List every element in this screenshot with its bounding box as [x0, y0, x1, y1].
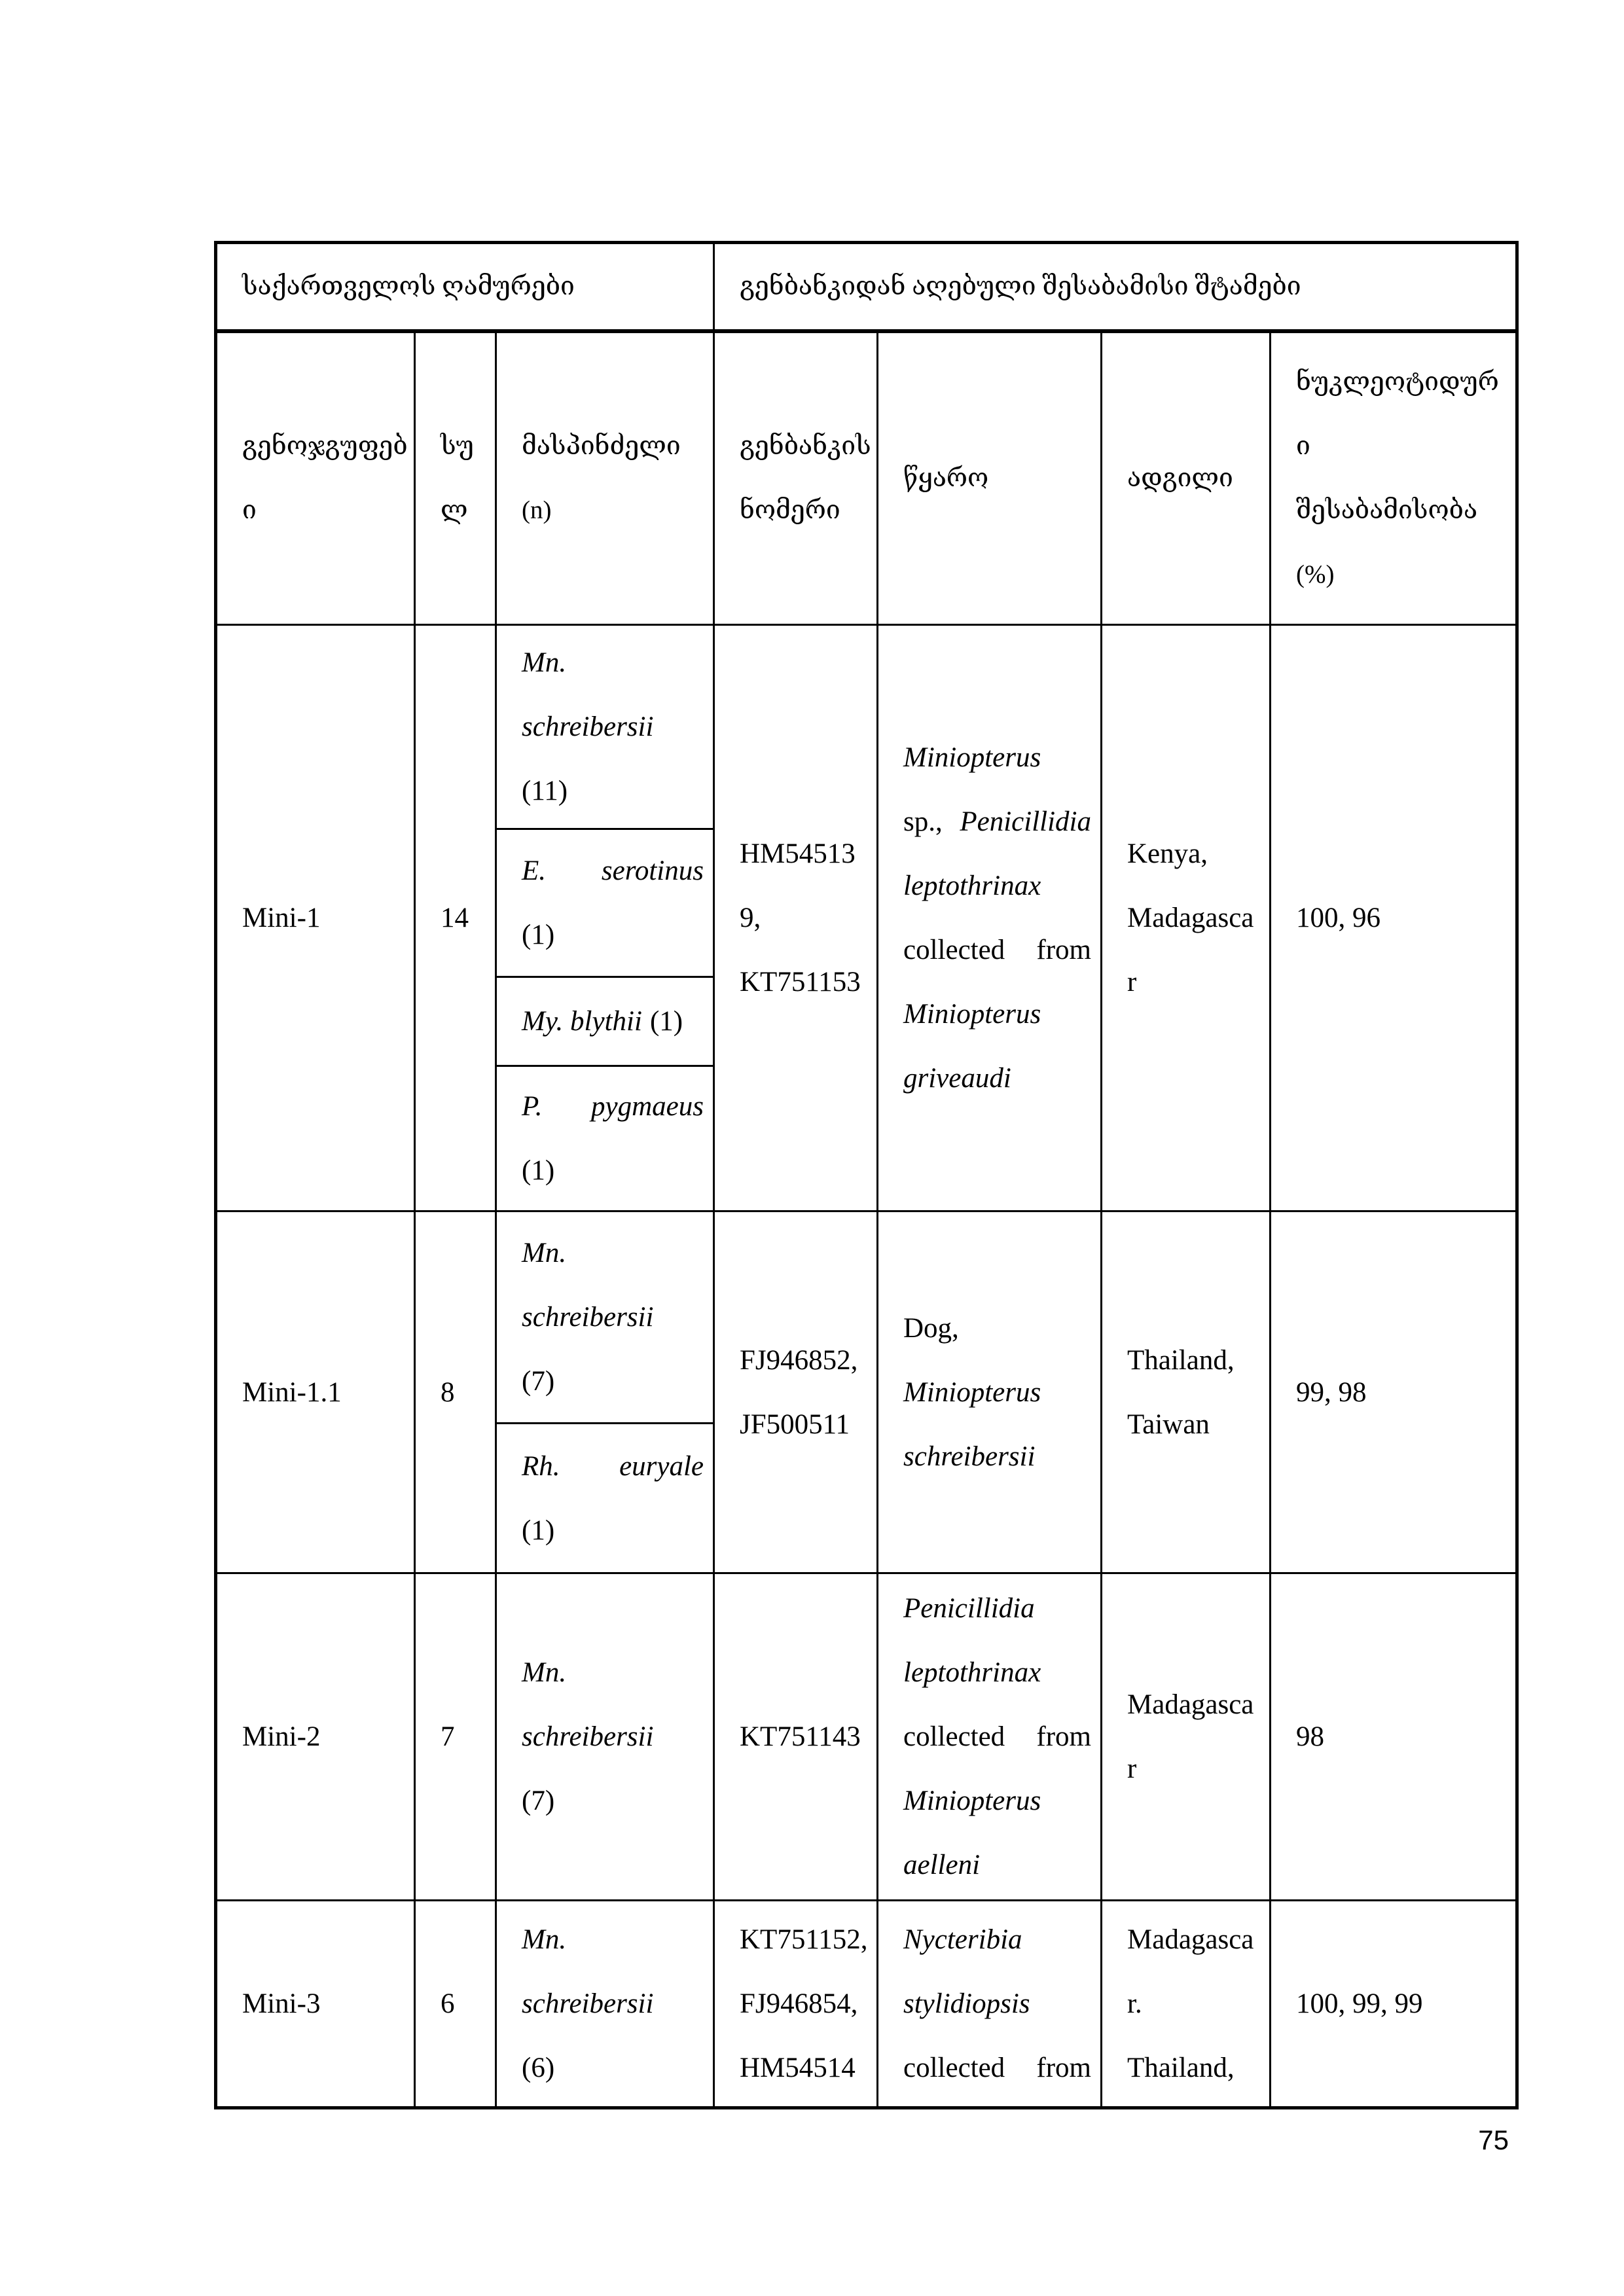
text-line — [1127, 2036, 1260, 2100]
text-line — [441, 1972, 486, 2036]
text-run: Penicillidia — [903, 1593, 1035, 1624]
text-line — [740, 255, 1506, 319]
text-run: Thailand, — [1127, 2053, 1235, 2083]
text-run: schreibersii — [903, 1441, 1036, 1472]
text-run: from — [1036, 1721, 1091, 1752]
text-line — [1127, 1908, 1260, 1972]
text-run: HM54513 — [740, 838, 856, 869]
text-line — [441, 1705, 486, 1769]
host-subcell — [497, 1212, 713, 1424]
header-cell-genbank-strains — [714, 243, 1517, 331]
genogroup-cell — [216, 1211, 415, 1573]
text-run: schreibersii — [522, 1721, 654, 1752]
host-subcell-list — [497, 1574, 713, 1899]
text-line — [242, 1972, 405, 2036]
genbank-cell — [714, 1573, 878, 1901]
text-run: გენბანკის — [740, 432, 871, 461]
text-run: (7) — [522, 1366, 555, 1397]
text-line — [1127, 822, 1260, 886]
table-row — [216, 1211, 1517, 1573]
text-line — [903, 726, 1091, 790]
text-run: KT751152, — [740, 1924, 868, 1955]
text-run: Thailand, — [1127, 1344, 1235, 1376]
text-line — [740, 2036, 867, 2100]
text-line — [740, 414, 871, 478]
text-line — [242, 886, 405, 950]
text-run: Mini-3 — [242, 1988, 321, 2019]
text-run: (n) — [522, 496, 552, 525]
text-line — [903, 918, 1091, 982]
text-line — [1296, 478, 1506, 543]
text-run: aelleni — [903, 1850, 981, 1880]
text-line — [903, 1577, 1091, 1641]
text-run: ლ — [441, 496, 468, 525]
text-run: schreibersii — [522, 1988, 654, 2019]
header-row-secondary — [216, 331, 1517, 625]
text-run: KT751153 — [740, 967, 861, 997]
text-run: Dog, — [903, 1312, 959, 1344]
genogroup-comparison-table — [214, 241, 1519, 2109]
header-cell-source — [878, 331, 1102, 625]
host-cell — [496, 1901, 714, 2108]
text-line — [441, 414, 486, 478]
text-line — [740, 1392, 867, 1456]
text-run: Nycteribia — [903, 1924, 1022, 1955]
host-subcell — [497, 1424, 713, 1572]
text-run: (%) — [1296, 560, 1335, 589]
text-line — [522, 694, 704, 759]
text-run: 98 — [1296, 1721, 1324, 1752]
text-line — [903, 1833, 1091, 1897]
text-run: ნომერი — [740, 496, 840, 525]
host-cell — [496, 1573, 714, 1901]
text-line — [441, 1360, 486, 1424]
text-line — [903, 854, 1091, 918]
text-run: Miniopterus — [903, 742, 1041, 773]
text-line — [903, 1641, 1091, 1705]
text-line — [903, 1972, 1091, 2036]
host-subcell-list — [497, 1212, 713, 1572]
text-line — [1127, 446, 1260, 511]
text-run: E. — [522, 855, 547, 886]
total-cell — [415, 1211, 496, 1573]
text-line — [903, 1908, 1091, 1972]
text-line — [740, 1705, 867, 1769]
text-line — [740, 822, 867, 886]
text-line — [522, 1641, 704, 1705]
text-line — [903, 1296, 1091, 1360]
text-run: collected — [903, 1721, 1005, 1752]
host-subcell-list — [497, 1901, 713, 2106]
location-cell — [1102, 625, 1271, 1211]
text-line — [1296, 1972, 1506, 2036]
text-run: (1) — [522, 1515, 555, 1546]
text-run: P. — [522, 1091, 543, 1122]
header-cell-genogroups — [216, 331, 415, 625]
text-line — [740, 1972, 867, 2036]
text-line — [1127, 1328, 1260, 1392]
text-run: 100, 99, 99 — [1296, 1988, 1423, 2019]
text-run: Penicillidia — [960, 806, 1091, 837]
genogroup-cell — [216, 1901, 415, 2108]
text-line — [522, 1139, 704, 1203]
text-run: r. — [1127, 1988, 1142, 2019]
location-cell — [1102, 1901, 1271, 2108]
text-line — [1127, 1737, 1260, 1801]
host-subcell-list — [497, 626, 713, 1210]
text-run: გენბანკიდან აღებული შესაბამისი შტამები — [740, 272, 1301, 301]
text-line — [242, 1360, 405, 1424]
text-run: Mn. — [522, 1657, 567, 1688]
text-line — [740, 1908, 867, 1972]
text-run: r — [1127, 967, 1137, 997]
text-run: ნუკლეოტიდურ — [1296, 368, 1499, 397]
identity-cell — [1271, 625, 1517, 1211]
text-run: My. blythii — [522, 1005, 642, 1037]
text-run: Rh. — [522, 1450, 560, 1482]
identity-cell — [1271, 1573, 1517, 1901]
text-line — [1127, 1673, 1260, 1737]
genbank-cell — [714, 1901, 878, 2108]
text-line — [242, 414, 408, 478]
text-run: Mini-1 — [242, 903, 321, 933]
text-run: 14 — [441, 903, 469, 933]
total-cell — [415, 625, 496, 1211]
text-line — [903, 790, 1091, 854]
text-line — [903, 1769, 1091, 1833]
text-line — [522, 630, 704, 694]
text-run: leptothrinax — [903, 1657, 1041, 1688]
host-subcell — [497, 1901, 713, 2106]
text-run: ადგილი — [1127, 464, 1233, 493]
header-cell-georgia-bats — [216, 243, 714, 331]
text-run: (7) — [522, 1785, 555, 1816]
text-line — [1296, 414, 1506, 478]
text-run: HM54514 — [740, 2053, 856, 2083]
host-cell — [496, 1211, 714, 1573]
text-run: 99, 98 — [1296, 1376, 1367, 1408]
text-run: Mn. — [522, 647, 567, 678]
text-line — [903, 2036, 1091, 2100]
text-line — [1127, 1972, 1260, 2036]
text-run: მასპინძელი — [522, 432, 681, 461]
text-line — [441, 478, 486, 543]
location-cell — [1102, 1211, 1271, 1573]
header-cell-total — [415, 331, 496, 625]
text-run: Mini-2 — [242, 1721, 321, 1752]
text-run: schreibersii — [522, 711, 654, 742]
total-cell — [415, 1901, 496, 2108]
text-run: collected — [903, 935, 1005, 965]
source-cell — [878, 1211, 1102, 1573]
text-run: 9, — [740, 903, 761, 933]
text-run: griveaudi — [903, 1063, 1011, 1094]
text-run: pygmaeus — [591, 1091, 704, 1122]
text-run: საქართველოს ღამურები — [242, 272, 575, 301]
genbank-cell — [714, 625, 878, 1211]
text-run: from — [1036, 935, 1091, 965]
text-run: გენოჯგუფებ — [242, 432, 408, 461]
text-line — [740, 950, 867, 1014]
host-subcell — [497, 978, 713, 1067]
text-run: წყარო — [903, 464, 989, 493]
identity-cell — [1271, 1901, 1517, 2108]
text-line — [740, 1328, 867, 1392]
location-cell — [1102, 1573, 1271, 1901]
text-run: (1) — [649, 1005, 683, 1037]
text-line — [522, 1498, 704, 1562]
text-line — [522, 759, 704, 823]
host-subcell — [497, 1067, 713, 1210]
text-line — [522, 478, 704, 543]
text-line — [1296, 886, 1506, 950]
text-line — [1296, 543, 1506, 607]
total-cell — [415, 1573, 496, 1901]
source-cell — [878, 1573, 1102, 1901]
text-line — [242, 1705, 405, 1769]
host-subcell — [497, 626, 713, 830]
text-line — [1127, 886, 1260, 950]
text-line — [522, 1350, 704, 1414]
text-line — [522, 1972, 704, 2036]
text-run: 7 — [441, 1721, 455, 1752]
text-run: Mn. — [522, 1238, 567, 1269]
text-run: FJ946854, — [740, 1988, 858, 2019]
text-line — [522, 414, 704, 478]
header-cell-host-n — [496, 331, 714, 625]
source-cell — [878, 625, 1102, 1211]
table-row — [216, 1901, 1517, 2108]
text-line — [903, 1424, 1091, 1488]
text-line — [522, 1285, 704, 1350]
header-cell-genbank-number — [714, 331, 878, 625]
text-run: Madagasca — [1127, 1689, 1254, 1720]
text-line — [903, 1047, 1091, 1111]
text-line — [522, 1075, 704, 1139]
text-line — [1127, 1392, 1260, 1456]
genogroup-cell — [216, 625, 415, 1211]
text-run: შესაბამისობა — [1296, 496, 1478, 525]
text-run: leptothrinax — [903, 870, 1041, 901]
text-line — [522, 903, 704, 967]
text-run: (11) — [522, 775, 568, 806]
text-line — [522, 1908, 704, 1972]
text-run: 6 — [441, 1988, 455, 2019]
text-line — [522, 1221, 704, 1285]
text-line — [740, 886, 867, 950]
text-run: Miniopterus — [903, 1785, 1041, 1816]
genbank-cell — [714, 1211, 878, 1573]
text-run: 100, 96 — [1296, 903, 1380, 933]
text-run: Mn. — [522, 1924, 567, 1955]
source-cell — [878, 1901, 1102, 2108]
text-run: Madagasca — [1127, 903, 1254, 933]
text-run: serotinus — [601, 855, 704, 886]
text-line — [522, 1705, 704, 1769]
text-line — [242, 255, 704, 319]
text-line — [522, 1769, 704, 1833]
text-run: Kenya, — [1127, 838, 1208, 869]
text-line — [1127, 950, 1260, 1014]
host-subcell — [497, 1574, 713, 1899]
text-line — [522, 989, 704, 1053]
host-subcell — [497, 830, 713, 978]
text-run: JF500511 — [740, 1408, 850, 1440]
header-row-primary — [216, 243, 1517, 331]
text-run: (1) — [522, 919, 555, 950]
text-line — [522, 2036, 704, 2100]
text-line — [242, 478, 405, 543]
text-line — [903, 1705, 1091, 1769]
text-line — [522, 838, 704, 903]
table-row — [216, 1573, 1517, 1901]
text-line — [1296, 1360, 1506, 1424]
text-run: schreibersii — [522, 1302, 654, 1333]
table-row — [216, 625, 1517, 1211]
page-number: 75 — [1478, 2125, 1509, 2155]
text-run: FJ946852, — [740, 1344, 858, 1376]
header-cell-location — [1102, 331, 1271, 625]
text-run: ი — [242, 496, 257, 525]
text-run: 8 — [441, 1376, 455, 1408]
text-run: Madagasca — [1127, 1924, 1254, 1955]
text-run: (1) — [522, 1155, 555, 1187]
text-line — [1296, 350, 1506, 414]
text-line — [1296, 1705, 1506, 1769]
text-run: euryale — [619, 1450, 704, 1482]
text-run: (6) — [522, 2053, 555, 2083]
text-line — [903, 982, 1091, 1047]
text-run: sp., — [903, 806, 943, 837]
text-line — [740, 478, 867, 543]
host-cell — [496, 625, 714, 1211]
header-cell-nucleotide-identity — [1271, 331, 1517, 625]
text-run: r — [1127, 1753, 1137, 1784]
text-line — [441, 886, 486, 950]
text-line — [903, 446, 1091, 511]
text-run: ი — [1296, 432, 1310, 461]
text-run: KT751143 — [740, 1721, 861, 1752]
text-run: collected — [903, 2053, 1005, 2083]
text-run: სუ — [441, 432, 474, 461]
genogroup-cell — [216, 1573, 415, 1901]
text-run: Taiwan — [1127, 1408, 1210, 1440]
text-run: Miniopterus — [903, 999, 1041, 1030]
text-run: Mini-1.1 — [242, 1376, 342, 1408]
text-run: from — [1036, 2053, 1091, 2083]
text-run: Miniopterus — [903, 1376, 1041, 1408]
identity-cell — [1271, 1211, 1517, 1573]
text-run: stylidiopsis — [903, 1988, 1030, 2019]
text-line — [522, 1434, 704, 1498]
text-line — [903, 1360, 1091, 1424]
